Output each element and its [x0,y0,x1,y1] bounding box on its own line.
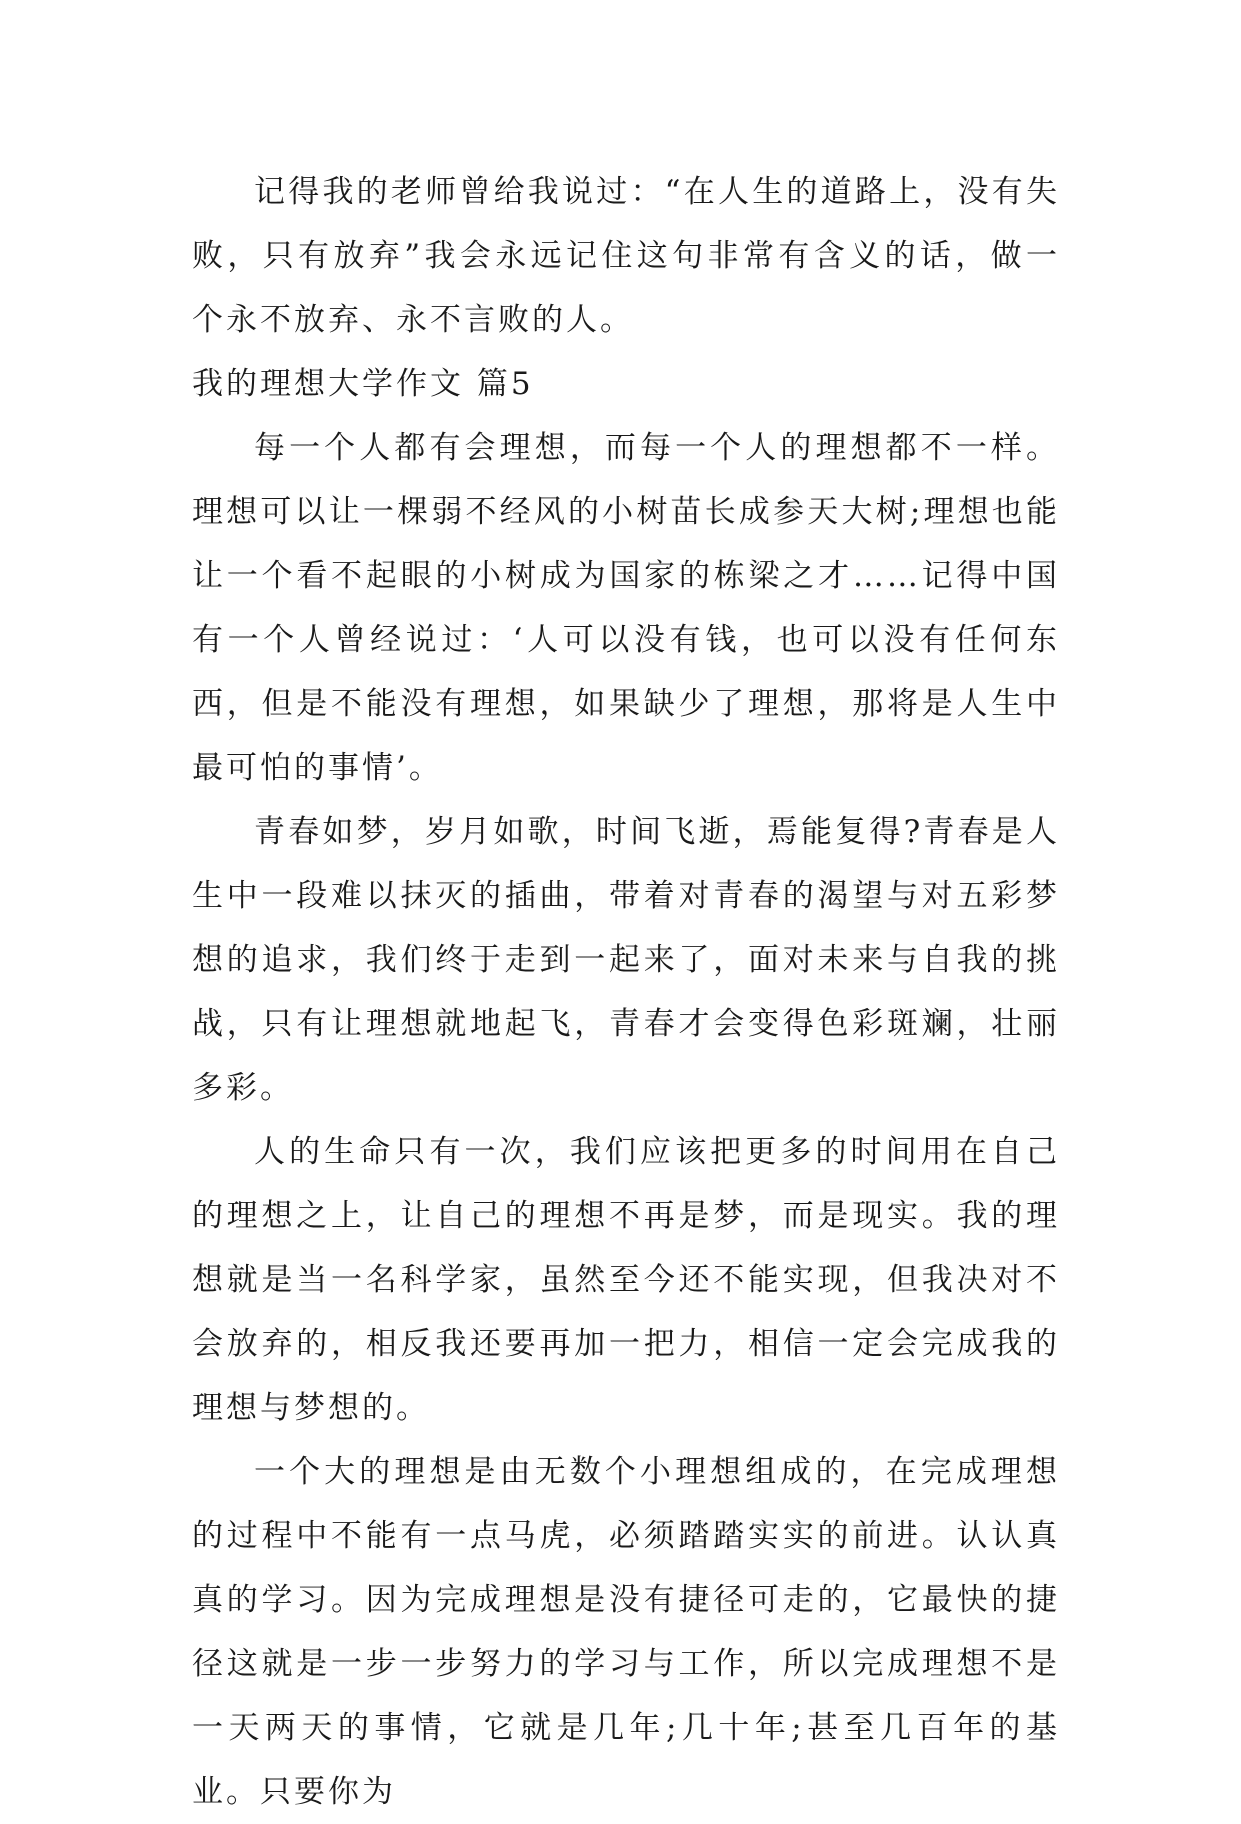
paragraph-life-only-once: 人的生命只有一次，我们应该把更多的时间用在自己的理想之上，让自己的理想不再是梦，而是现实。我的理想就是当一名科学家，虽然至今还不能实现，但我决对不会放弃的，相反我还要再加一把力，相信一定会完成我的理想与梦想的。 [192,1134,1060,1426]
paragraph-big-ideal: 一个大的理想是由无数个小理想组成的，在完成理想的过程中不能有一点马虎，必须踏踏实实的前进。认认真真的学习。因为完成理想是没有捷径可走的，它最快的捷径这就是一步一步努力的学习与工作，所以完成理想不是一天两天的事情，它就是几年;几十年;甚至几百年的基业。只要你为 [192,1454,1060,1810]
paragraph-teacher-quote: 记得我的老师曾给我说过：“在人生的道路上，没有失败，只有放弃”我会永远记住这句非常有含义的话，做一个永不放弃、永不言败的人。 [192,174,1060,338]
essay-section-heading: 我的理想大学作文 篇5 [192,366,534,402]
paragraph-youth-like-dream: 青春如梦，岁月如歌，时间飞逝，焉能复得?青春是人生中一段难以抹灭的插曲，带着对青春的渴望与对五彩梦想的追求，我们终于走到一起来了，面对未来与自我的挑战，只有让理想就地起飞，青春才会变得色彩斑斓，壮丽多彩。 [192,814,1060,1106]
document-body [192,160,1060,1824]
paragraph-everyone-has-ideals: 每一个人都有会理想，而每一个人的理想都不一样。理想可以让一棵弱不经风的小树苗长成参天大树;理想也能让一个看不起眼的小树成为国家的栋梁之才……记得中国有一个人曾经说过：‘人可以没有钱，也可以没有任何东西，但是不能没有理想，如果缺少了理想，那将是人生中最可怕的事情’。 [192,430,1060,786]
